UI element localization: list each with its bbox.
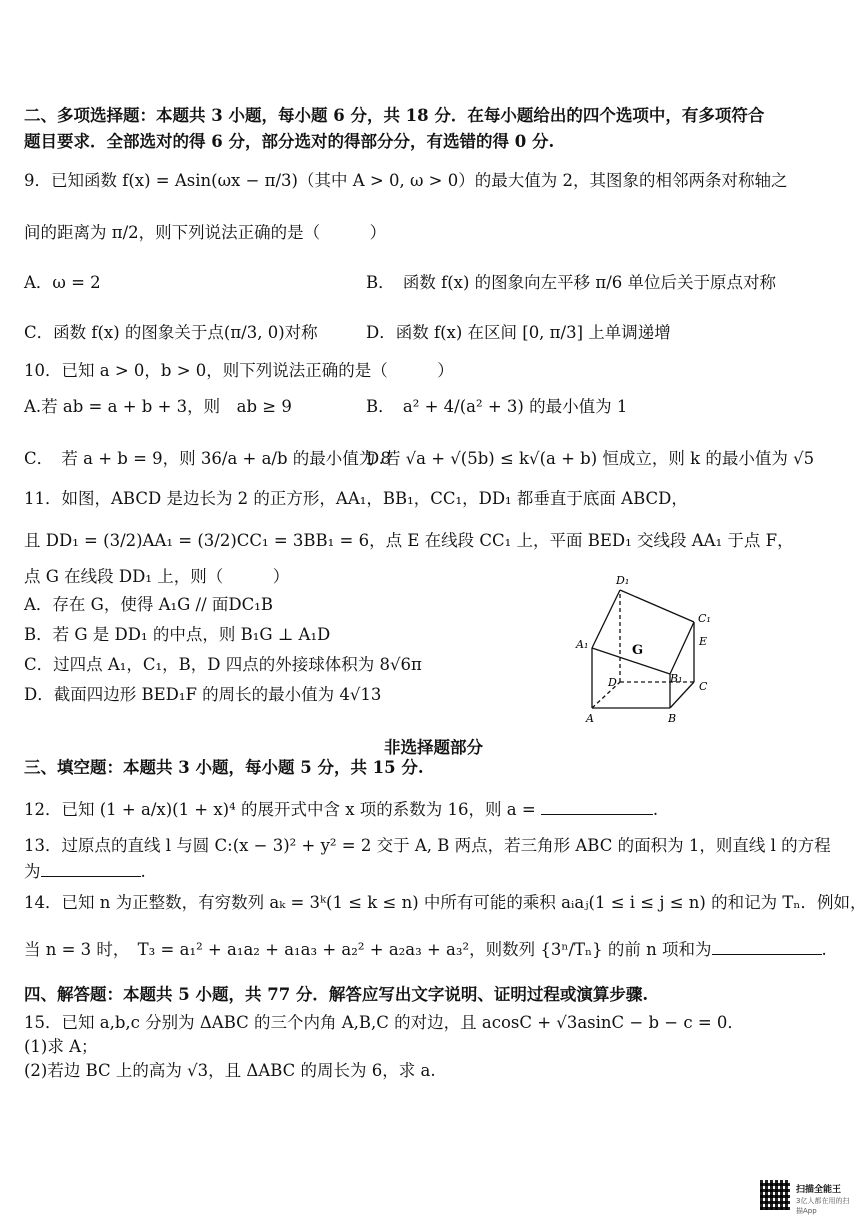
q9-option-a: A．ω = 2 <box>24 273 101 292</box>
q15-part2: (2)若边 BC 上的高为 √3，且 ΔABC 的周长为 6，求 a. <box>24 1061 436 1080</box>
q13-answer-blank <box>41 860 141 877</box>
q11-solid-figure <box>572 570 722 730</box>
label-g: G <box>632 643 644 658</box>
label-c1: C₁ <box>698 612 711 625</box>
q13-prefix: 为 <box>24 862 41 881</box>
q11-stem-line2: 且 DD₁ = (3/2)AA₁ = (3/2)CC₁ = 3BB₁ = 6，点 E 在线段 CC₁ 上，平面 BED₁ 交线段 AA₁ 于点 F， <box>24 531 794 550</box>
q14-line2 <box>24 938 827 961</box>
label-b: B <box>668 712 677 725</box>
q13-line1: 13．过原点的直线 l 与圆 C:(x − 3)² + y² = 2 交于 A, B 两点，若三角形 ABC 的面积为 1，则直线 l 的方程 <box>24 836 831 855</box>
label-d1: D₁ <box>616 574 630 587</box>
q11-stem-line3: 点 G 在线段 DD₁ 上，则（ ） <box>24 567 290 586</box>
q12-end: . <box>652 800 659 819</box>
q11-option-d: D．截面四边形 BED₁F 的周长的最小值为 4√13 <box>24 685 382 704</box>
section2-heading-line2: 题目要求．全部选对的得 6 分，部分选对的得部分分，有选错的得 0 分. <box>24 132 555 151</box>
q10-option-b: B． a² + 4/(a² + 3) 的最小值为 1 <box>366 397 628 416</box>
q14-end: . <box>821 940 827 959</box>
label-b1: B₁ <box>670 672 683 685</box>
q14-line1: 14．已知 n 为正整数，有穷数列 aₖ = 3ᵏ(1 ≤ k ≤ n) 中所有可能的乘积 aᵢaⱼ(1 ≤ i ≤ j ≤ n) 的和记为 Tₙ．例如， <box>24 893 867 912</box>
q9-option-b: B． 函数 f(x) 的图象向左平移 π/6 单位后关于原点对称 <box>366 273 777 292</box>
label-a: A <box>586 712 594 725</box>
q9-option-d: D．函数 f(x) 在区间 [0, π/3] 上单调递增 <box>366 323 671 342</box>
label-c: C <box>699 680 708 693</box>
q12 <box>24 798 658 821</box>
q11-option-b: B．若 G 是 DD₁ 的中点，则 B₁G ⊥ A₁D <box>24 625 331 644</box>
q10-stem: 10．已知 a > 0，b > 0，则下列说法正确的是（ ） <box>24 361 454 380</box>
q9-stem-line2: 间的距离为 π/2，则下列说法正确的是（ ） <box>24 223 387 242</box>
q15-stem: 15．已知 a,b,c 分别为 ΔABC 的三个内角 A,B,C 的对边，且 acosC + √3asinC − b − c = 0． <box>24 1013 744 1032</box>
q10-option-c: C． 若 a + b = 9，则 36/a + a/b 的最小值为 8 <box>24 449 392 468</box>
section4-heading: 四、解答题：本题共 5 小题，共 77 分．解答应写出文字说明、证明过程或演算步骤. <box>24 985 649 1004</box>
qr-code-icon <box>760 1180 790 1210</box>
scan-app-tagline: 3亿人都在用的扫描App <box>796 1197 850 1215</box>
scan-app-name: 扫描全能王 <box>796 1185 842 1195</box>
q15-part1: (1)求 A； <box>24 1037 98 1056</box>
label-a1: A₁ <box>576 638 589 651</box>
section3-heading: 三、填空题：本题共 3 小题，每小题 5 分，共 15 分. <box>24 758 424 777</box>
q9-stem-line1: 9．已知函数 f(x) = Asin(ωx − π/3)（其中 A > 0, ω > 0）的最大值为 2，其图象的相邻两条对称轴之 <box>24 171 788 190</box>
q11-option-c: C．过四点 A₁，C₁，B，D 四点的外接球体积为 8√6π <box>24 655 422 674</box>
q10-option-a: A.若 ab = a + b + 3，则 ab ≥ 9 <box>24 397 292 416</box>
label-d: D <box>608 676 617 689</box>
q11-option-a: A．存在 G，使得 A₁G // 面DC₁B <box>24 595 273 614</box>
q9-option-c: C．函数 f(x) 的图象关于点(π/3, 0)对称 <box>24 323 318 342</box>
q11-stem-line1: 11．如图，ABCD 是边长为 2 的正方形，AA₁，BB₁，CC₁，DD₁ 都垂直于底面 ABCD， <box>24 489 688 508</box>
q13-line2 <box>24 860 146 883</box>
q10-option-d: D.若 √a + √(5b) ≤ k√(a + b) 恒成立，则 k 的最小值为 √5 <box>366 449 815 468</box>
q13-end: . <box>140 862 146 881</box>
scanner-watermark <box>760 1180 856 1215</box>
q12-answer-blank <box>541 798 653 815</box>
q14-text: 当 n = 3 时， T₃ = a₁² + a₁a₂ + a₁a₃ + a₂² + a₂a₃ + a₃²，则数列 {3ⁿ/Tₙ} 的前 n 项和为 <box>24 940 712 959</box>
section2-heading-line1: 二、多项选择题：本题共 3 小题，每小题 6 分，共 18 分．在每小题给出的四个选项中，有多项符合 <box>24 106 765 125</box>
q14-answer-blank <box>712 938 822 955</box>
q12-text: 12．已知 (1 + a/x)(1 + x)⁴ 的展开式中含 x 项的系数为 16，则 a = <box>24 800 536 819</box>
label-e: E <box>699 635 708 648</box>
nonchoice-title: 非选择题部分 <box>384 738 483 757</box>
